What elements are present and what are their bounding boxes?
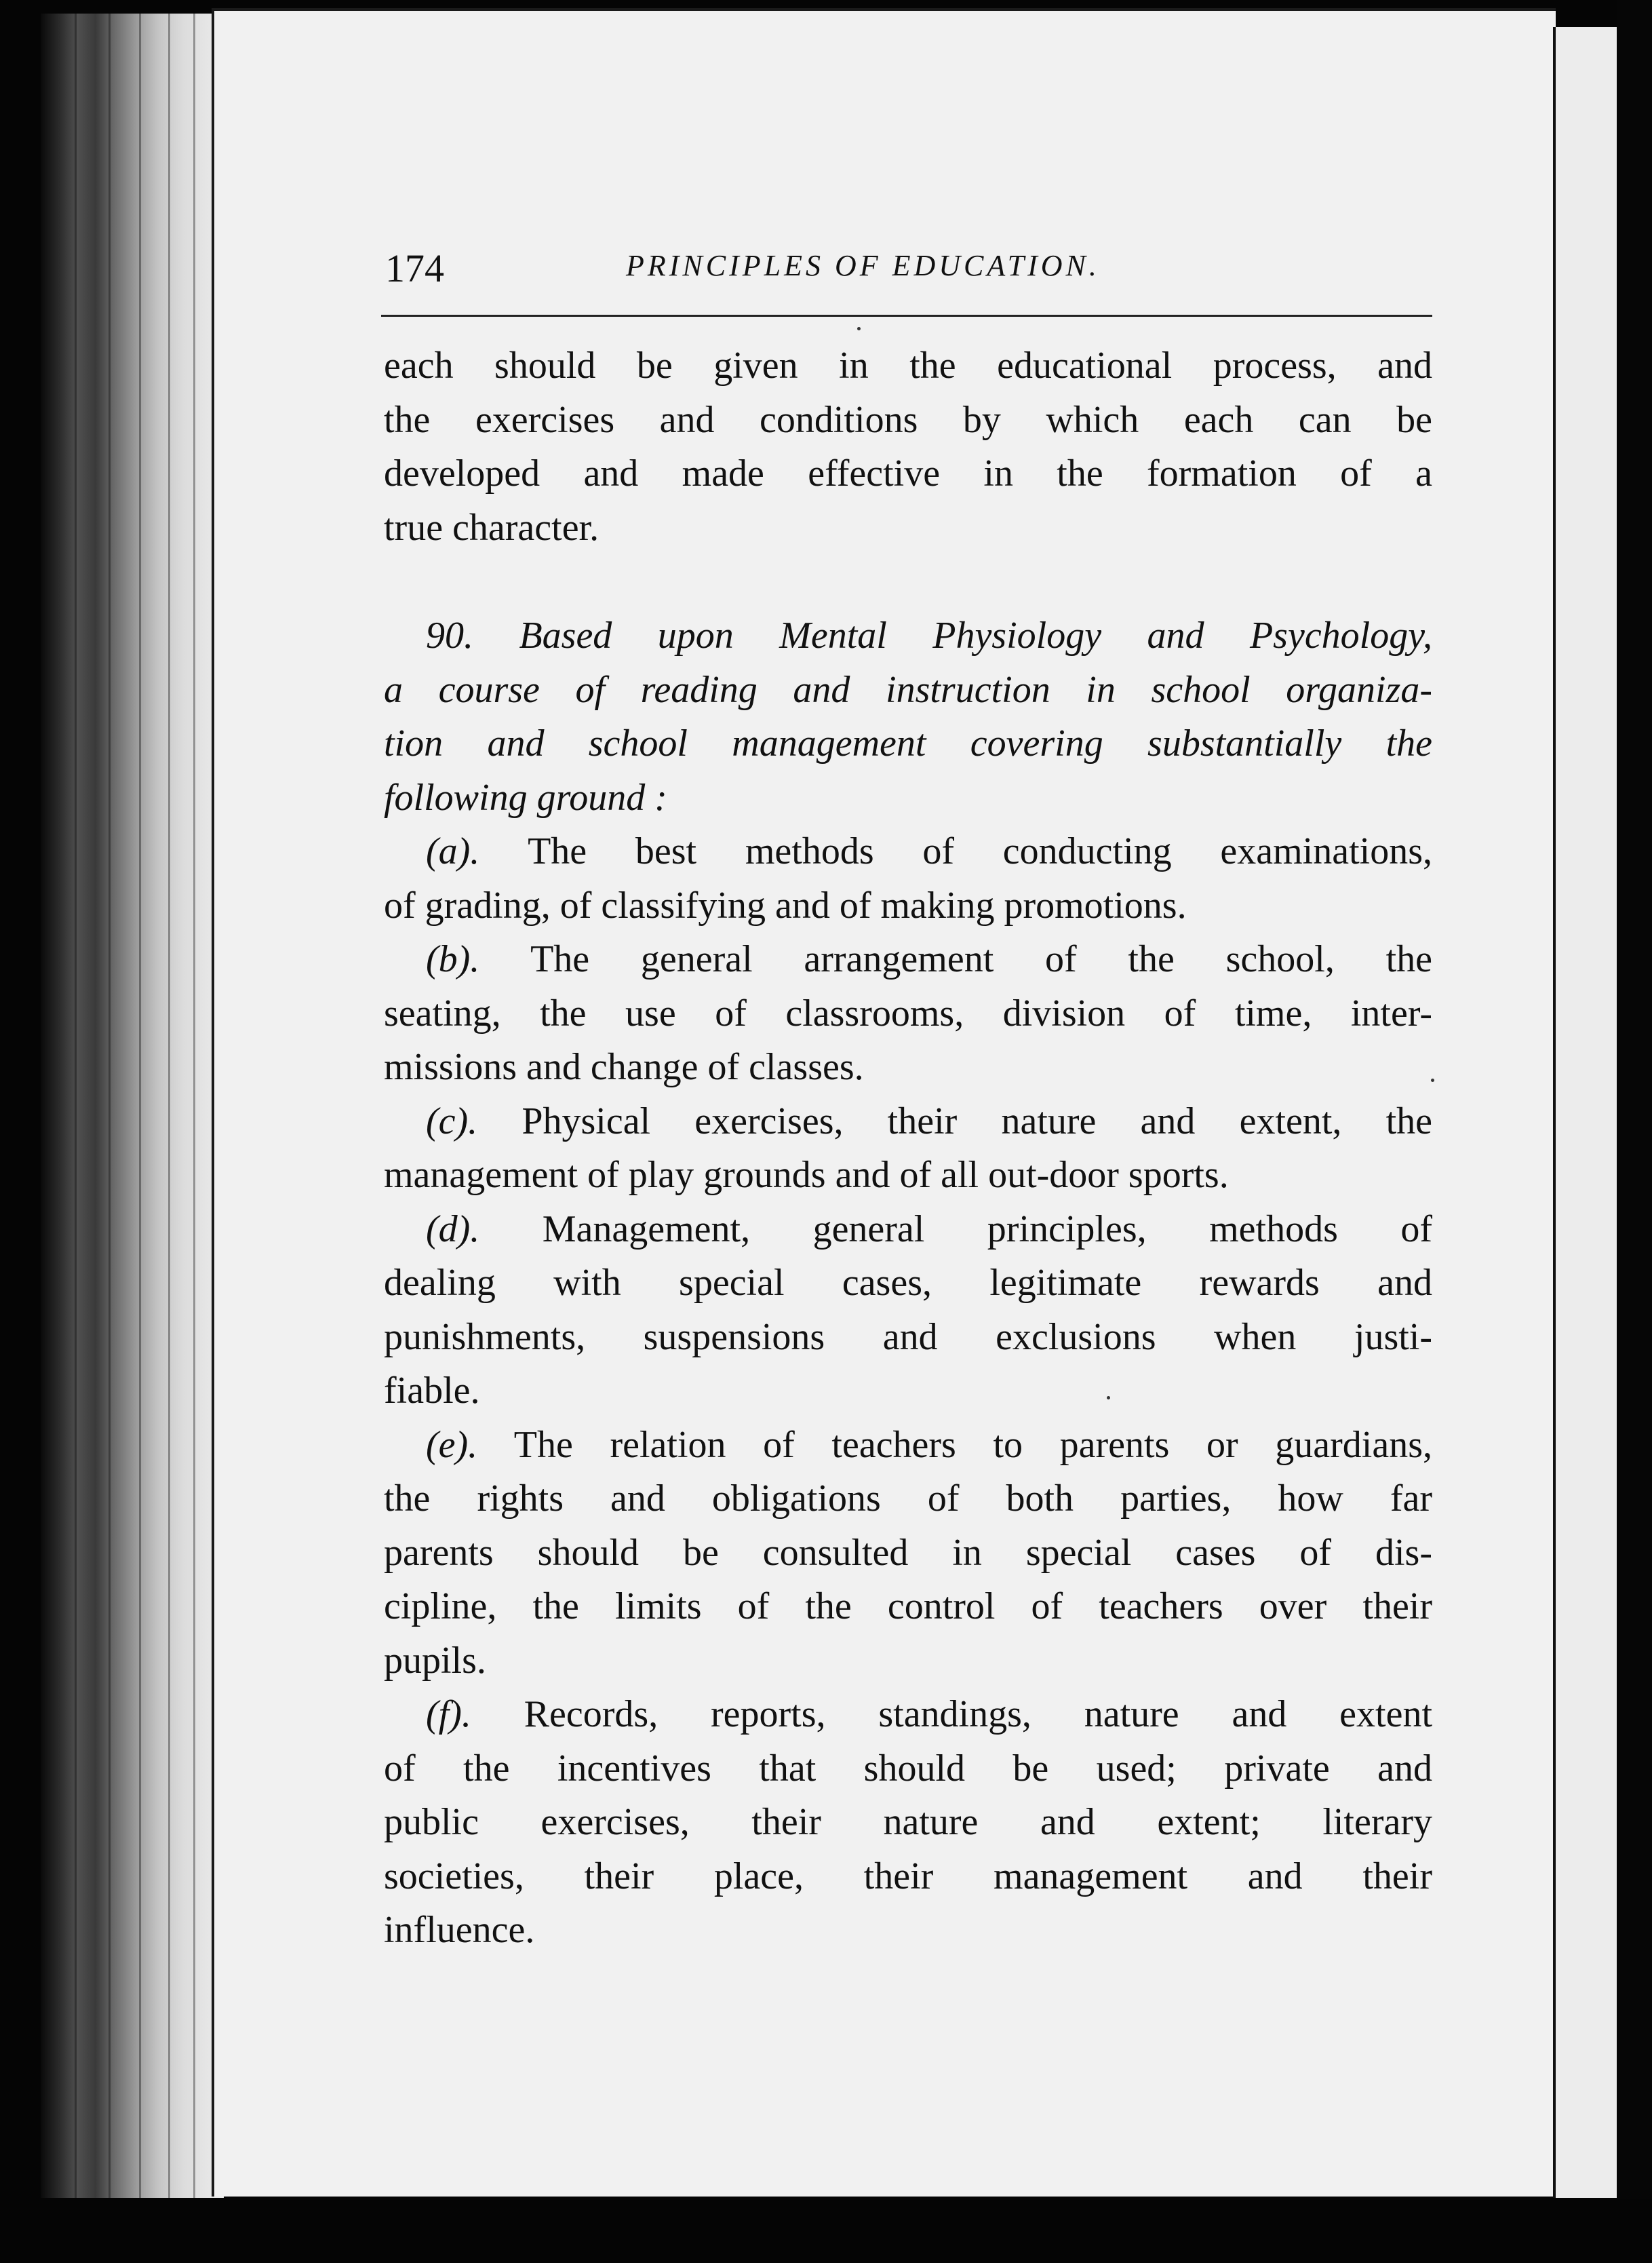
bottom-background [0, 2199, 1652, 2263]
header-rule [381, 315, 1432, 317]
body-text [384, 339, 1432, 1958]
text-line [384, 1418, 1432, 1473]
text-line: of grading, of classifying and of making promotions. [384, 884, 1187, 927]
running-title: PRINCIPLES OF EDUCATION. [626, 249, 1100, 282]
text-line: the rights and obligations of both parties, how far [384, 1477, 1432, 1520]
text-line: fiable. [384, 1370, 480, 1412]
text-line [384, 1688, 1432, 1742]
text-line: seating, the use of classrooms, division of time, inter- [384, 992, 1432, 1034]
text-line: of the incentives that should be used; private and [384, 1747, 1432, 1790]
page-edge-line [193, 14, 195, 2198]
text-line: 90. Based upon Mental Physiology and Psychology, [426, 615, 1432, 657]
item-label: (b). [426, 938, 480, 980]
section-90-heading [384, 609, 1432, 825]
text-line: cipline, the limits of the control of teachers over their [384, 1585, 1432, 1627]
text-line: each should be given in the educational process, and [384, 345, 1432, 387]
text-line: tion and school management covering substantially the [384, 722, 1432, 765]
item-label: (c). [426, 1100, 478, 1142]
item-label: (f). [426, 1693, 471, 1735]
next-page-edge [1553, 27, 1617, 2198]
page-edges [41, 14, 224, 2198]
text-line: management of play grounds and of all out-door sports. [384, 1154, 1229, 1196]
item-d [384, 1203, 1432, 1418]
running-head [385, 246, 1432, 300]
page-edge-line [139, 14, 141, 2198]
ink-speck [1431, 1079, 1434, 1082]
item-a [384, 825, 1432, 933]
right-background [1617, 0, 1652, 2263]
text-line: developed and made effective in the formation of a [384, 452, 1432, 495]
text-line: societies, their place, their management and their [384, 1855, 1432, 1897]
page-edge-line [75, 14, 77, 2198]
item-e [384, 1418, 1432, 1688]
text-line: a course of reading and instruction in school organiza- [384, 668, 1432, 711]
page-number: 174 [385, 246, 444, 290]
page-edge-line [168, 14, 170, 2198]
text-line [384, 1203, 1432, 1257]
item-label: (d). [426, 1207, 480, 1250]
text-line [384, 825, 1432, 879]
item-text: The general arrangement of the school, the [530, 938, 1432, 980]
text-line: public exercises, their nature and extent; literary [384, 1801, 1432, 1843]
page-edge-line [109, 14, 111, 2198]
paragraph-gap [384, 555, 1432, 609]
paragraph-continuation [384, 339, 1432, 555]
item-text: The best methods of conducting examinations, [528, 830, 1432, 872]
text-line: true character. [384, 506, 599, 549]
item-text: Records, reports, standings, nature and extent [524, 1693, 1432, 1735]
text-line: the exercises and conditions by which each can be [384, 398, 1432, 441]
text-line: missions and change of classes. [384, 1046, 864, 1088]
ink-speck [857, 327, 861, 330]
item-f [384, 1688, 1432, 1958]
text-line [384, 1095, 1432, 1149]
item-b [384, 933, 1432, 1095]
text-line: influence. [384, 1909, 535, 1951]
ink-speck [1107, 1396, 1110, 1399]
text-line: punishments, suspensions and exclusions when justi- [384, 1315, 1432, 1358]
text-line: dealing with special cases, legitimate rewards and [384, 1262, 1432, 1304]
item-label: (a). [426, 830, 480, 872]
text-line [384, 933, 1432, 987]
item-c [384, 1095, 1432, 1203]
text-line: pupils. [384, 1639, 486, 1682]
item-text: Management, general principles, methods of [542, 1207, 1432, 1250]
item-label: (e). [426, 1423, 478, 1466]
item-text: The relation of teachers to parents or guardians, [513, 1423, 1432, 1466]
item-text: Physical exercises, their nature and extent, the [522, 1100, 1433, 1142]
text-line: parents should be consulted in special cases of dis- [384, 1531, 1432, 1574]
text-line: following ground : [384, 776, 667, 819]
